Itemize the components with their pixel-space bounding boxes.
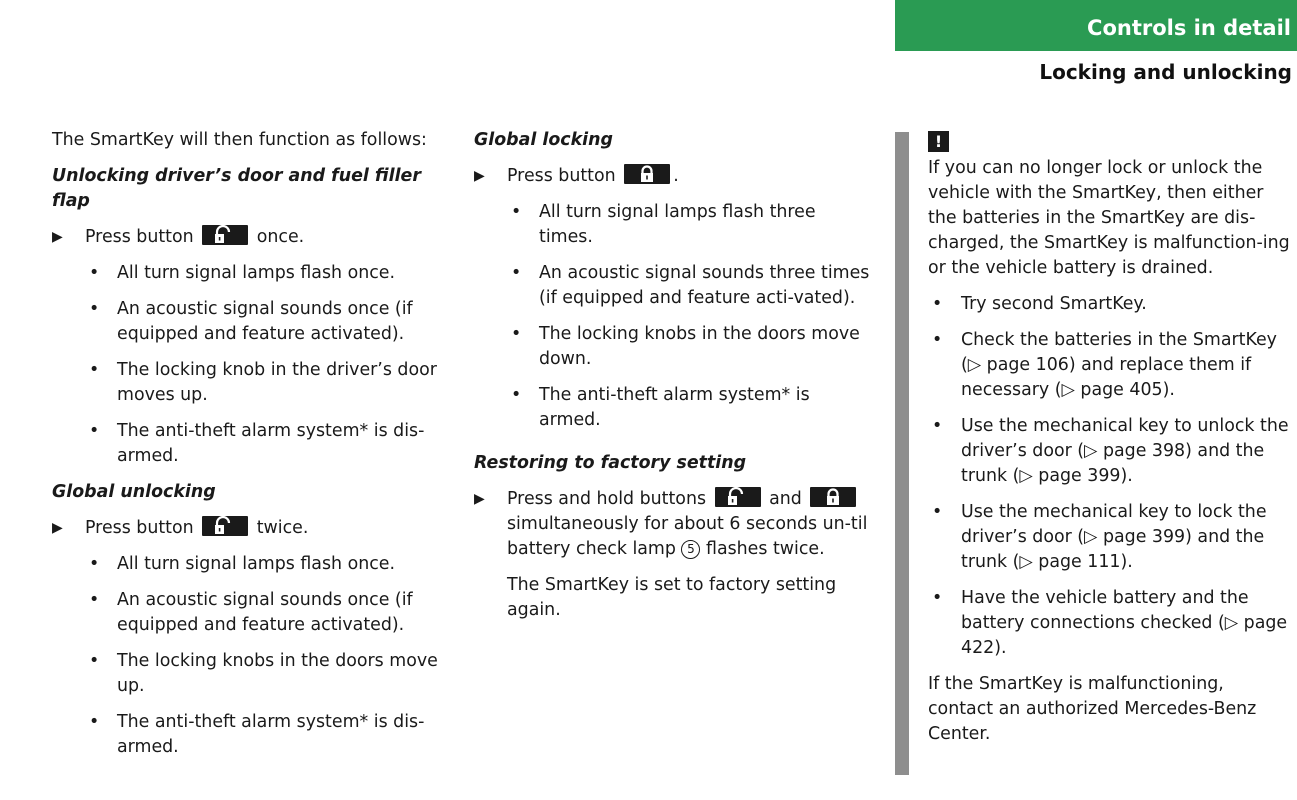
list-item: • Use the mechanical key to lock the driver’s door (▷ page 399) and the trunk (▷ page 111). bbox=[932, 502, 1267, 572]
list-item: • The locking knobs in the doors move down. bbox=[511, 324, 860, 369]
step-press-unlock-twice: ▶ Press button twice. bbox=[52, 516, 452, 541]
step-arrow-icon: ▶ bbox=[52, 520, 63, 536]
list-item: • An acoustic signal sounds three times (if equipped and feature acti-vated). bbox=[511, 263, 870, 308]
list-item: • The anti-theft alarm system* is armed. bbox=[511, 385, 810, 430]
heading-unlocking-driver-door: Unlocking driver’s door and fuel filler flap bbox=[52, 166, 421, 211]
battery-check-lamp-number: 5 bbox=[681, 540, 700, 559]
section-title: Controls in detail bbox=[1087, 16, 1291, 40]
list-item: • All turn signal lamps flash once. bbox=[89, 554, 396, 574]
subsection-title: Locking and unlocking bbox=[1039, 60, 1292, 84]
unlock-button-icon bbox=[202, 516, 248, 536]
step-arrow-icon: ▶ bbox=[474, 168, 485, 184]
step-press-lock: ▶ Press button . bbox=[474, 164, 874, 189]
list-item: • All turn signal lamps flash three times. bbox=[511, 202, 816, 247]
step-arrow-icon: ▶ bbox=[474, 491, 485, 507]
column-middle bbox=[474, 128, 874, 634]
list-item: • The anti-theft alarm system* is dis-armed. bbox=[89, 712, 425, 757]
list-item: • All turn signal lamps flash once. bbox=[89, 263, 396, 283]
unlock-button-icon bbox=[715, 487, 761, 507]
list-item: • Have the vehicle battery and the battery connections checked (▷ page 422). bbox=[932, 588, 1288, 658]
list-item: • The locking knobs in the doors move up. bbox=[89, 651, 438, 696]
heading-global-locking: Global locking bbox=[474, 130, 613, 150]
list-item: • Check the batteries in the SmartKey (▷ page 106) and replace them if necessary (▷ page 405). bbox=[932, 330, 1277, 400]
list-item: • An acoustic signal sounds once (if equipped and feature activated). bbox=[89, 299, 413, 344]
step-arrow-icon: ▶ bbox=[52, 229, 63, 245]
list-item: • The anti-theft alarm system* is dis-armed. bbox=[89, 421, 425, 466]
intro-text: The SmartKey will then function as follows: bbox=[52, 130, 427, 150]
note-column bbox=[928, 128, 1290, 758]
section-header-bar bbox=[895, 0, 1297, 51]
note-outro: If the SmartKey is malfunctioning, contact an authorized Mercedes-Benz Center. bbox=[928, 674, 1257, 744]
list-item: • Try second SmartKey. bbox=[932, 294, 1147, 314]
heading-global-unlocking: Global unlocking bbox=[52, 482, 216, 502]
list-item: • Use the mechanical key to unlock the driver’s door (▷ page 398) and the trunk (▷ page 399). bbox=[932, 416, 1289, 486]
unlock-button-icon bbox=[202, 225, 248, 245]
result-text: The SmartKey is set to factory setting again. bbox=[507, 575, 837, 620]
heading-restoring-factory-setting: Restoring to factory setting bbox=[474, 453, 747, 473]
lock-button-icon bbox=[810, 487, 856, 507]
lock-button-icon bbox=[624, 164, 670, 184]
step-press-and-hold: ▶ Press and hold buttons and simultaneously for about 6 seconds un-til battery check lamp 5 flashes twice. bbox=[474, 489, 868, 559]
note-intro: If you can no longer lock or unlock the vehicle with the SmartKey, then either the batteries in the SmartKey are dis-charged, the SmartKey is malfunction-ing or the vehicle battery is drained. bbox=[928, 158, 1290, 278]
warning-icon: ! bbox=[928, 131, 949, 152]
list-item: • An acoustic signal sounds once (if equipped and feature activated). bbox=[89, 590, 413, 635]
note-side-bar bbox=[895, 132, 909, 775]
column-left bbox=[52, 128, 452, 771]
step-press-unlock-once: ▶ Press button once. bbox=[52, 225, 452, 250]
list-item: • The locking knob in the driver’s door moves up. bbox=[89, 360, 437, 405]
